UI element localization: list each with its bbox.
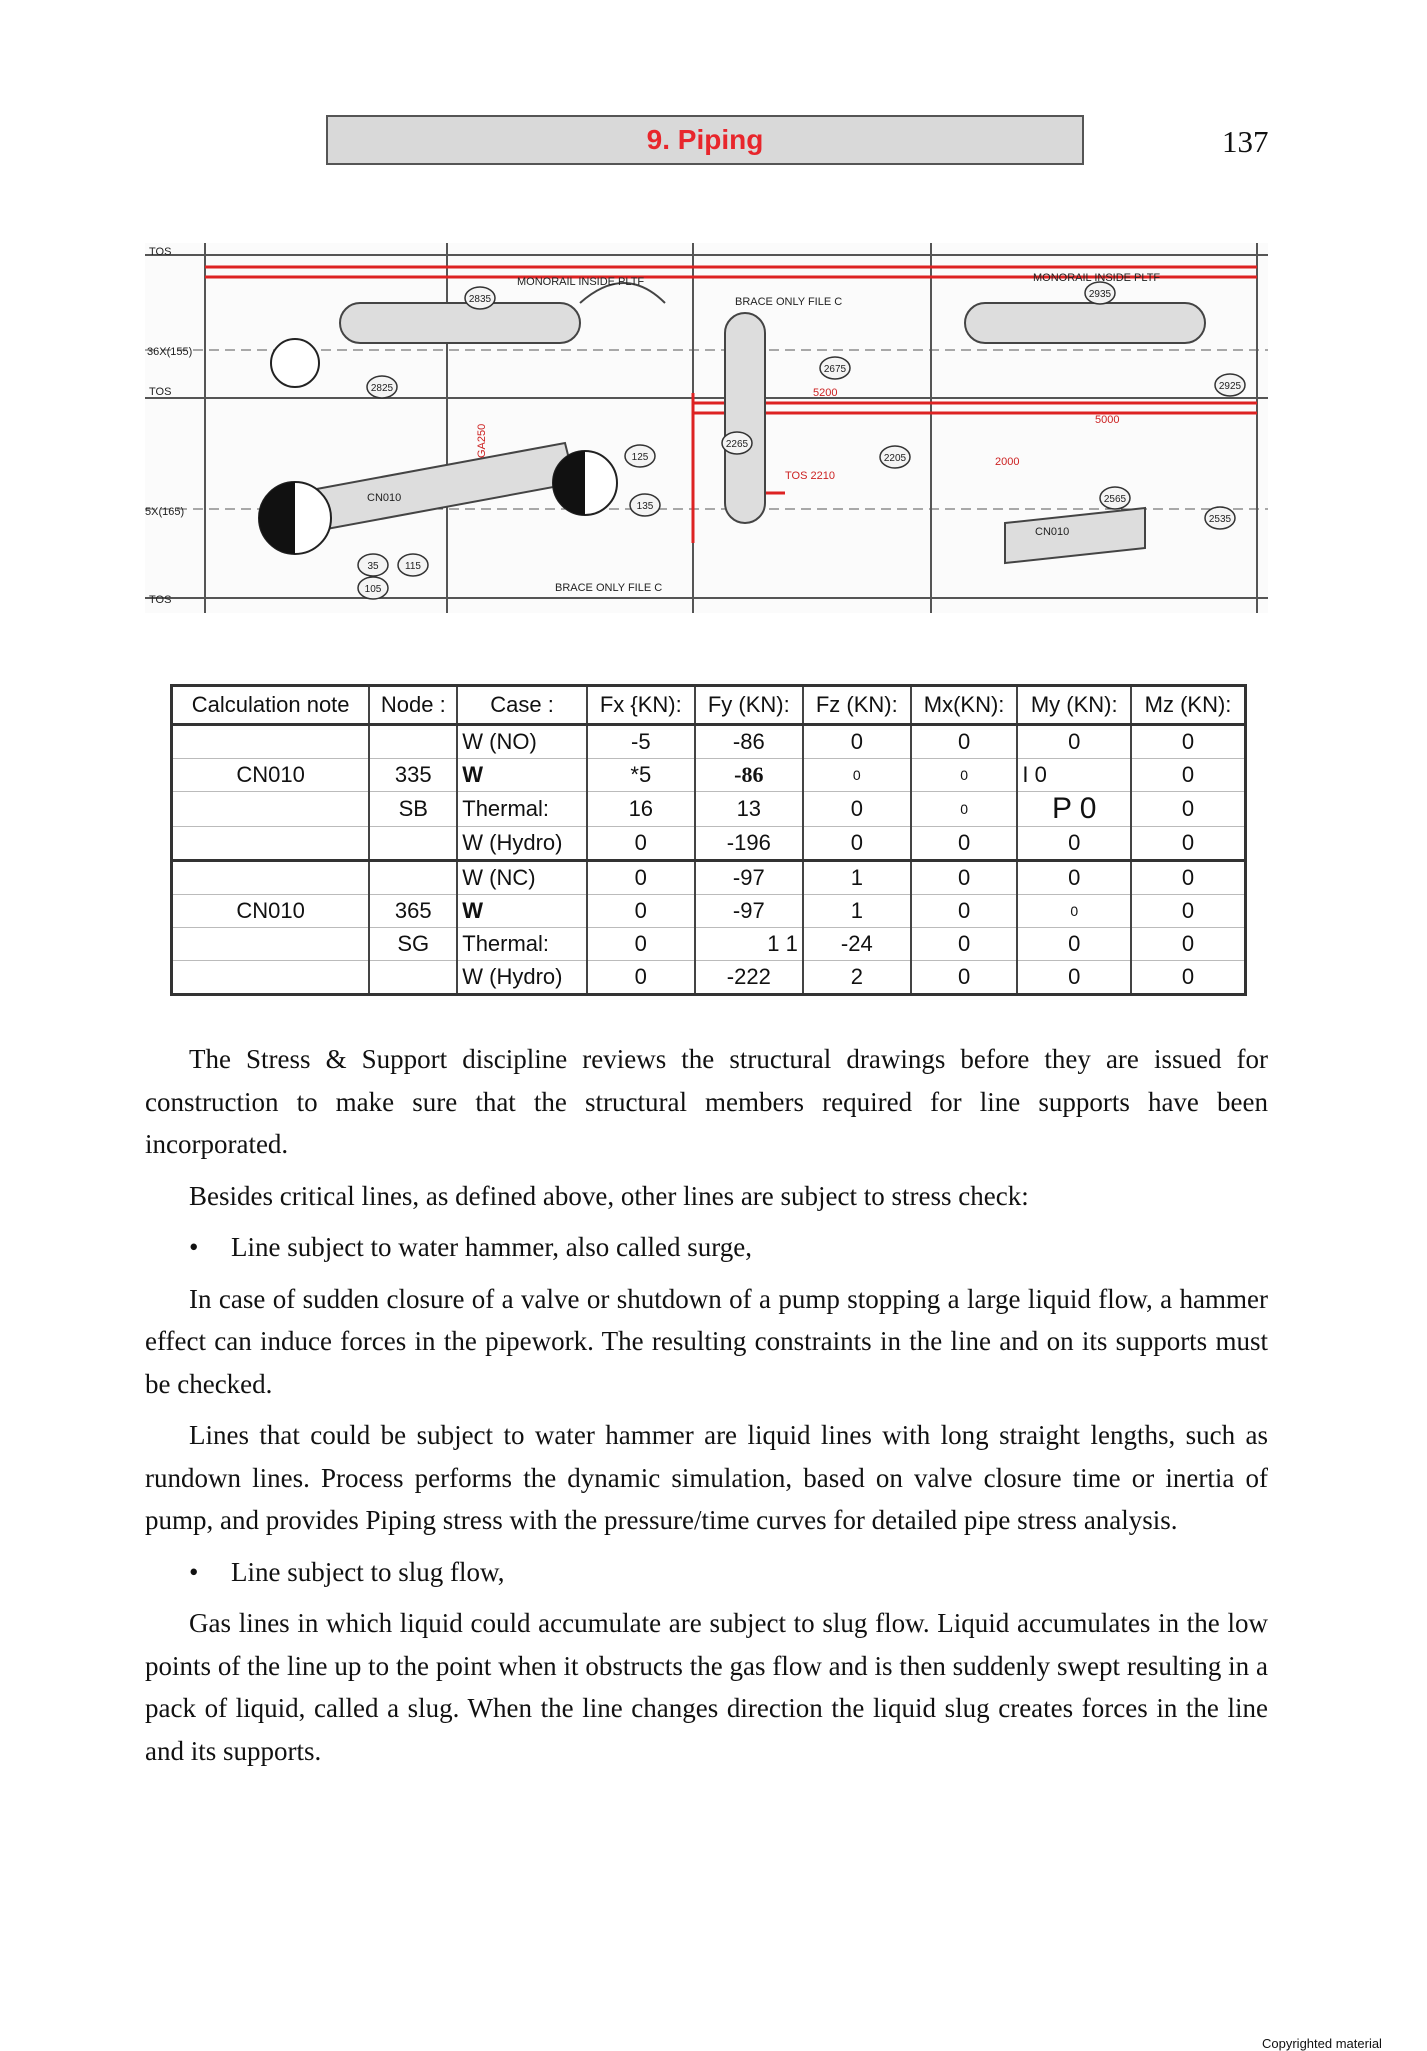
cell-fz: 1: [803, 861, 911, 895]
chapter-title: 9. Piping: [646, 124, 764, 155]
bullet-icon: •: [189, 1232, 199, 1262]
label-brace-bottom: BRACE ONLY FILE C: [555, 582, 663, 594]
cell-mz: 0: [1131, 759, 1245, 792]
node-2925: 2925: [1218, 381, 1242, 392]
label-tos-top: TOS: [149, 246, 172, 258]
cell-mz: 0: [1131, 961, 1245, 995]
cell-fz: 1: [803, 895, 911, 928]
label-monorail-left: MONORAIL INSIDE PLTF: [517, 276, 645, 288]
dim-5000: 5000: [1095, 414, 1120, 426]
cell-fx: 16: [587, 792, 695, 827]
cell-node-sub: SG: [369, 928, 457, 961]
cell-fy: 1 1: [695, 928, 803, 961]
copyright-notice: Copyrighted material: [1262, 2036, 1382, 2051]
cell-case: W: [457, 759, 587, 792]
label-tos-mid: TOS: [149, 386, 172, 398]
cell-node: 335: [369, 759, 457, 792]
cell-fz: 0: [803, 792, 911, 827]
cell-fx: 0: [587, 827, 695, 861]
cell-fy: -97: [695, 895, 803, 928]
cell-mx: 0: [911, 759, 1018, 792]
node-2835: 2835: [468, 294, 492, 305]
node-35: 35: [367, 561, 379, 572]
node-105: 105: [364, 584, 382, 595]
cell-case: W (Hydro): [457, 961, 587, 995]
cell-mx: 0: [911, 861, 1018, 895]
cell-fz: -24: [803, 928, 911, 961]
cell-mz: 0: [1131, 792, 1245, 827]
cell-fx: -5: [587, 725, 695, 759]
table-row: [172, 861, 1246, 895]
cell-fy: -196: [695, 827, 803, 861]
cell-fx: *5: [587, 759, 695, 792]
node-2535: 2535: [1208, 514, 1232, 525]
cell-fy: 13: [695, 792, 803, 827]
node-125: 125: [631, 452, 649, 463]
chapter-header: [326, 115, 1084, 165]
dim-5200: 5200: [813, 387, 838, 399]
col-fy: Fy (KN):: [695, 686, 803, 725]
cell-mz: 0: [1131, 895, 1245, 928]
cell-mz: 0: [1131, 827, 1245, 861]
col-mx: Mx(KN):: [911, 686, 1018, 725]
label-level-5: 5X(165): [145, 506, 185, 518]
cell-my: 0: [1017, 928, 1131, 961]
cell-node-sub: SB: [369, 792, 457, 827]
cell-fz: 2: [803, 961, 911, 995]
paragraph: Besides critical lines, as defined above, other lines are subject to stress check:: [189, 1180, 1029, 1211]
cell-mx: 0: [911, 895, 1018, 928]
support-forces-table: [170, 684, 1247, 996]
cell-mx: 0: [911, 961, 1018, 995]
table-row: [172, 827, 1246, 861]
cell-fx: 0: [587, 895, 695, 928]
cell-case: W: [457, 895, 587, 928]
cell-mz: 0: [1131, 725, 1245, 759]
col-fz: Fz (KN):: [803, 686, 911, 725]
cell-calculation-note: CN010: [172, 895, 370, 928]
paragraph: In case of sudden closure of a valve or shutdown of a pump stopping a large liquid flow, a hammer effect can induce forces in the pipework. The resulting constraints in the line and on its supports must be checked.: [145, 1283, 1268, 1399]
table-row: [172, 928, 1246, 961]
paragraph: Gas lines in which liquid could accumulate are subject to slug flow. Liquid accumulates in the low points of the line up to the point when it obstructs the gas flow and is then suddenly swept resulting in a pack of liquid, called a slug. When the line changes direction the liquid slug creates forces in the line and its supports.: [145, 1608, 1268, 1766]
cell-case: Thermal:: [457, 792, 587, 827]
cell-calculation-note: CN010: [172, 759, 370, 792]
node-2675: 2675: [823, 364, 847, 375]
cell-node: 365: [369, 895, 457, 928]
node-2205: 2205: [883, 453, 907, 464]
cell-mx: 0: [911, 928, 1018, 961]
cell-case: W (NO): [457, 725, 587, 759]
cell-fx: 0: [587, 861, 695, 895]
cell-my: P 0: [1017, 792, 1131, 827]
col-case: Case :: [457, 686, 587, 725]
dim-2000: 2000: [995, 456, 1020, 468]
bullet-item: [145, 1226, 1268, 1269]
table-row: [172, 725, 1246, 759]
body-text: [145, 1038, 1268, 1781]
node-2825: 2825: [370, 383, 394, 394]
cell-fz: 0: [803, 725, 911, 759]
table-row: [172, 895, 1246, 928]
cell-my: 0: [1017, 861, 1131, 895]
node-135: 135: [636, 501, 654, 512]
col-calculation-note: Calculation note: [172, 686, 370, 725]
cell-my: 0: [1017, 961, 1131, 995]
table-header-row: [172, 686, 1246, 725]
cell-my: 0: [1017, 725, 1131, 759]
cell-case: W (NC): [457, 861, 587, 895]
col-fx: Fx {KN):: [587, 686, 695, 725]
cell-my: I 0: [1017, 759, 1131, 792]
col-node: Node :: [369, 686, 457, 725]
cell-fz: 0: [803, 827, 911, 861]
label-cn010-right: CN010: [1035, 526, 1070, 538]
page-number: 137: [1222, 124, 1269, 159]
cell-fy: -222: [695, 961, 803, 995]
table-row: [172, 792, 1246, 827]
cell-mz: 0: [1131, 861, 1245, 895]
cell-fx: 0: [587, 928, 695, 961]
node-115: 115: [405, 561, 421, 572]
table-row: [172, 759, 1246, 792]
node-2565: 2565: [1103, 494, 1127, 505]
cell-fz: 0: [803, 759, 911, 792]
label-tos-bottom: TOS: [149, 594, 172, 606]
cell-case: Thermal:: [457, 928, 587, 961]
node-2935: 2935: [1088, 289, 1112, 300]
paragraph: Lines that could be subject to water hammer are liquid lines with long straight lengths, such as rundown lines. Process performs the dynamic simulation, based on valve closure time or inertia of pump, and provides Piping stress with the pressure/time curves for detailed pipe stress analysis.: [145, 1420, 1268, 1535]
bullet-text: Line subject to slug flow,: [231, 1556, 505, 1587]
cell-my: 0: [1017, 895, 1131, 928]
label-brace-top: BRACE ONLY FILE C: [735, 296, 843, 308]
bullet-item: [145, 1551, 1268, 1594]
paragraph: The Stress & Support discipline reviews the structural drawings before they are issued for construction to make sure that the structural members required for line supports have been incorporated.: [145, 1044, 1268, 1159]
cell-mx: 0: [911, 792, 1018, 827]
cell-fx: 0: [587, 961, 695, 995]
bullet-text: Line subject to water hammer, also called surge,: [231, 1232, 752, 1262]
cell-mx: 0: [911, 725, 1018, 759]
table-row: [172, 961, 1246, 995]
label-level-36: 36X(155): [147, 346, 193, 358]
piping-drawing: [145, 243, 1268, 613]
cell-fy: -86: [695, 725, 803, 759]
col-my: My (KN):: [1017, 686, 1131, 725]
label-ga250: GA250: [476, 423, 488, 458]
label-tos-2210: TOS 2210: [785, 470, 835, 482]
bullet-icon: •: [189, 1556, 199, 1587]
cell-fy: -86: [695, 759, 803, 792]
cell-mz: 0: [1131, 928, 1245, 961]
cell-my: 0: [1017, 827, 1131, 861]
label-cn010-left: CN010: [367, 492, 402, 504]
label-monorail-right: MONORAIL INSIDE PLTF: [1033, 272, 1161, 284]
cell-mx: 0: [911, 827, 1018, 861]
node-2265: 2265: [725, 439, 749, 450]
col-mz: Mz (KN):: [1131, 686, 1245, 725]
cell-case: W (Hydro): [457, 827, 587, 861]
cell-fy: -97: [695, 861, 803, 895]
